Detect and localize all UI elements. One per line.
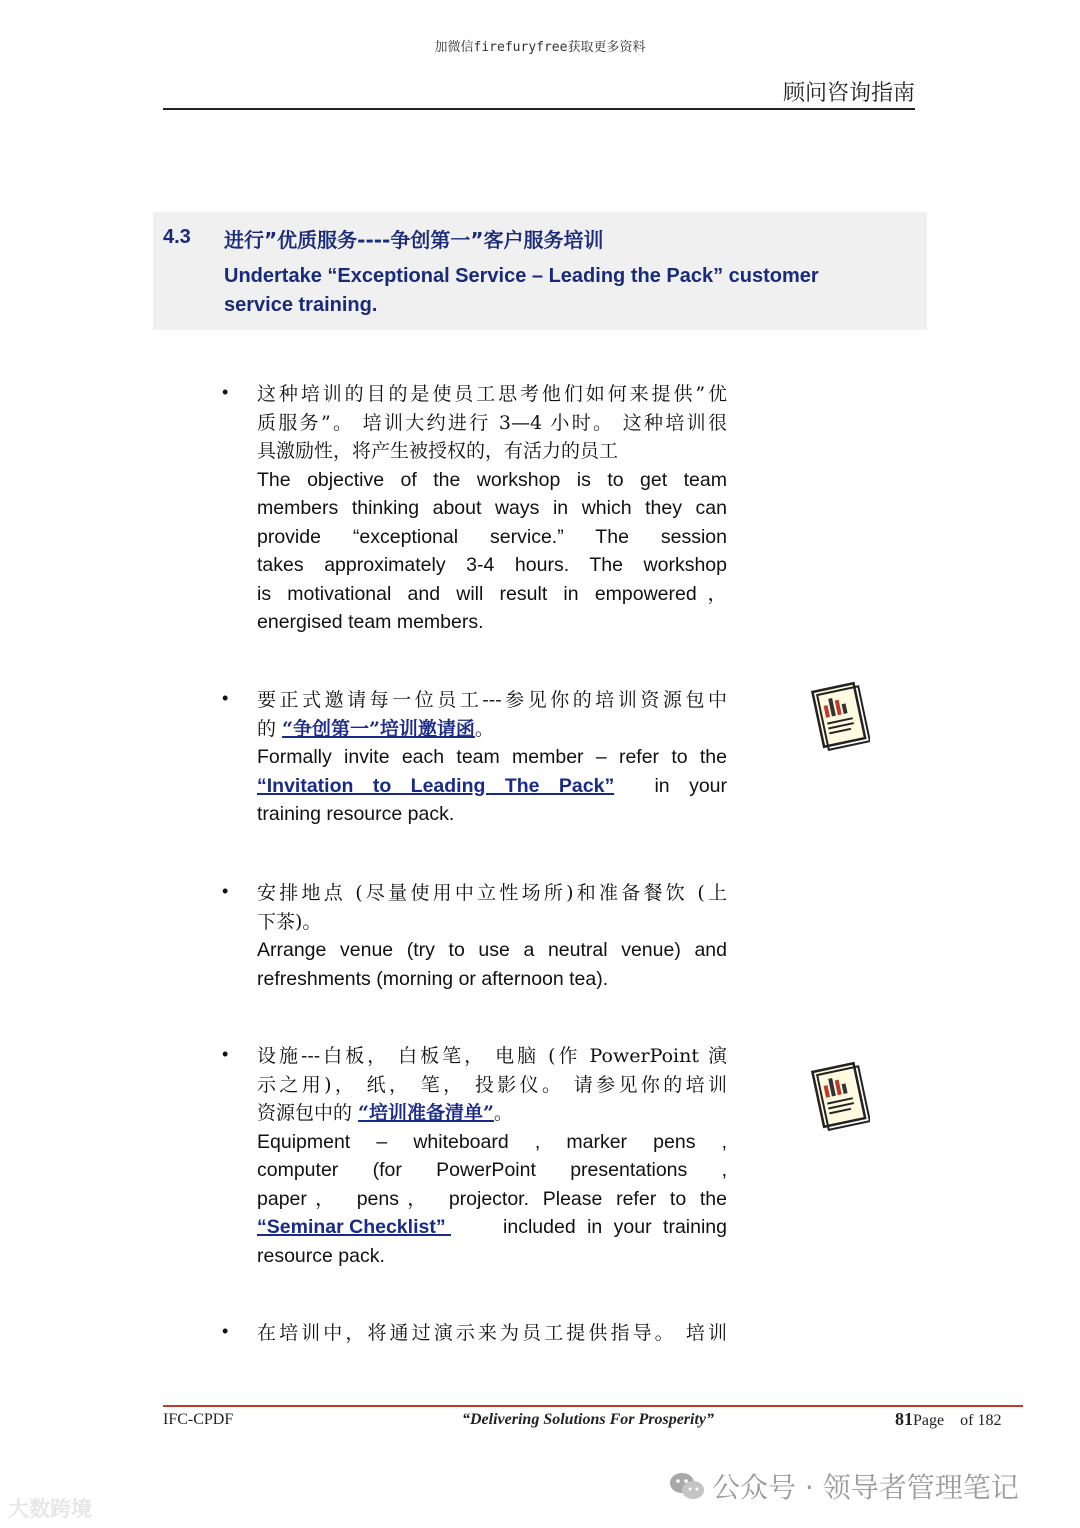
footer-page-info — [895, 1409, 1001, 1430]
document-chart-icon — [808, 681, 870, 751]
section-number: 4.3 — [163, 226, 191, 248]
section-title-en-line1: Undertake “Exceptional Service – Leading the Pack” customer — [224, 265, 819, 287]
bullet: • — [222, 688, 229, 708]
checklist-link-en[interactable]: “Seminar Checklist” — [257, 1216, 451, 1238]
list-item — [257, 686, 727, 829]
item-text-cn: 下茶)。 — [257, 910, 322, 933]
item-text-en: The objective of the workshop is to get team — [257, 468, 727, 491]
item-text-cn: 安排地点 (尽量使用中立性场所)和准备餐饮 (上 — [257, 882, 727, 904]
document-chart-icon — [808, 1061, 870, 1131]
checklist-link-cn[interactable]: “培训准备清单” — [358, 1102, 494, 1124]
item-text-cn: 在培训中，将通过演示来为员工提供指导。 培训 — [257, 1322, 727, 1344]
bullet: • — [222, 382, 229, 402]
text-span: 。 — [474, 717, 494, 740]
item-text-en — [257, 1213, 727, 1242]
text-span: in your — [654, 774, 727, 797]
header-title: 顾问咨询指南 — [782, 81, 915, 106]
item-text-en: paper， pens， projector. Please refer to the — [257, 1187, 727, 1210]
item-text-en: computer (for PowerPoint presentations , — [257, 1159, 727, 1181]
item-text-cn: 质服务”。 培训大约进行 3—4 小时。 这种培训很 — [257, 411, 727, 434]
section-title-en — [224, 262, 904, 320]
item-text-cn — [257, 1099, 727, 1128]
bullet: • — [222, 1044, 229, 1064]
item-text-en: provide “exceptional service.” The session — [257, 525, 727, 548]
item-text-en: takes approximately 3-4 hours. The workshop — [257, 554, 727, 576]
item-text-en: refreshments (morning or afternoon tea). — [257, 967, 609, 990]
wechat-icon — [668, 1470, 706, 1502]
text-span: included in your training — [503, 1216, 727, 1238]
section-title-cn: 进行”优质服务----争创第一”客户服务培训 — [224, 228, 604, 252]
text-span: 资源包中的 — [257, 1102, 359, 1124]
list-item — [257, 1319, 727, 1348]
item-text-en: Formally invite each team member – refer to the — [257, 746, 727, 768]
page-total: of 182 — [960, 1412, 1002, 1429]
item-text-en: Equipment – whiteboard , marker pens , — [257, 1130, 727, 1153]
item-text-en: is motivational and will result in empowered， — [257, 582, 727, 605]
invitation-link-cn[interactable]: “争创第一”培训邀请函 — [282, 717, 475, 740]
item-text-en: training resource pack. — [257, 803, 455, 825]
corner-watermark: 大数跨境 — [8, 1497, 92, 1521]
item-text-en: resource pack. — [257, 1244, 385, 1267]
item-text-cn — [257, 715, 727, 744]
list-item — [257, 879, 727, 993]
item-text-en — [257, 772, 727, 801]
item-text-cn: 设施---白板， 白板笔， 电脑 (作 PowerPoint 演 — [257, 1045, 727, 1067]
page-number: 81 — [895, 1409, 913, 1429]
item-text-cn: 这种培训的目的是使员工思考他们如何来提供”优 — [257, 383, 727, 405]
page-label: Page — [913, 1412, 945, 1429]
item-text-cn: 要正式邀请每一位员工---参见你的培训资源包中 — [257, 689, 727, 711]
item-text-cn: 具激励性，将产生被授权的，有活力的员工 — [257, 440, 619, 462]
item-text-en: Arrange venue (try to use a neutral venue) and — [257, 939, 727, 961]
list-item — [257, 1042, 727, 1270]
section-title-en-line2: service training. — [224, 294, 378, 316]
text-span: 。 — [493, 1102, 513, 1124]
list-item — [257, 380, 727, 637]
footer-rule — [163, 1405, 1023, 1407]
item-text-en: energised team members. — [257, 611, 484, 633]
text-span: 的 — [257, 717, 283, 740]
wechat-account-watermark: 公众号 · 领导者管理笔记 — [712, 1471, 1019, 1504]
item-text-en: members thinking about ways in which they can — [257, 497, 727, 519]
bullet: • — [222, 1321, 229, 1341]
invitation-link-en[interactable]: “Invitation to Leading The Pack” — [257, 774, 615, 797]
top-watermark: 加微信firefuryfree获取更多资料 — [434, 40, 646, 55]
header-rule — [163, 108, 915, 110]
footer-doc-id: IFC-CPDF — [163, 1411, 234, 1428]
footer-slogan: “Delivering Solutions For Prosperity” — [462, 1411, 715, 1428]
item-text-cn: 示之用)， 纸， 笔， 投影仪。 请参见你的培训 — [257, 1073, 727, 1096]
bullet: • — [222, 881, 229, 901]
